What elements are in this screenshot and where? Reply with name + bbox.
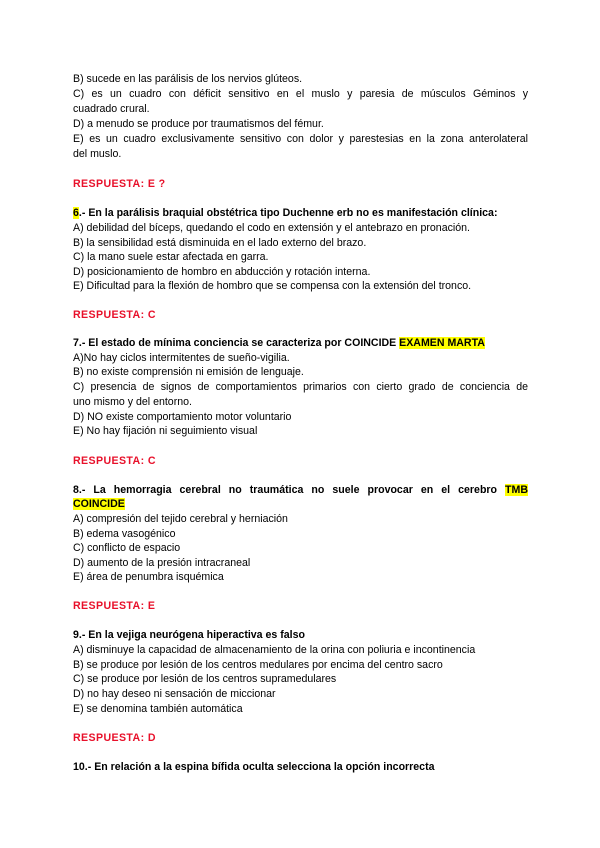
q8-title-text: 8.- La hemorragia cerebral no traumática no suele provocar en el cerebro <box>73 484 506 496</box>
q6-option-d: D) posicionamiento de hombro en abducción y rotación interna. <box>73 266 371 278</box>
q5-option-e: E) es un cuadro exclusivamente sensitivo con dolor y parestesias en la zona anterolateral <box>73 133 528 145</box>
q8-option-c: C) conflicto de espacio <box>73 542 181 554</box>
q7-title <box>73 336 528 350</box>
q5-option-d: D) a menudo se produce por traumatismos del fémur. <box>73 118 324 130</box>
q7-option-b: B) no existe comprensión ni emisión de lenguaje. <box>73 366 304 378</box>
q8-option-a: A) compresión del tejido cerebral y herniación <box>73 513 288 525</box>
q7-option-c-cont: uno mismo y del entorno. <box>73 396 192 408</box>
q8-highlight-coincide: COINCIDE <box>73 498 125 510</box>
q6-title-text: .- En la parálisis braquial obstétrica tipo Duchenne erb no es manifestación clínica: <box>78 207 498 219</box>
q5-option-b: B) sucede en las parálisis de los nervios glúteos. <box>73 73 303 85</box>
q7-title-text: 7.- El estado de mínima conciencia se caracteriza por COINCIDE <box>73 337 400 349</box>
q5-option-c: C) es un cuadro con déficit sensitivo en el muslo y paresia de músculos Géminos y <box>73 88 528 100</box>
q5-answer: RESPUESTA: E ? <box>73 178 166 190</box>
q9-option-d: D) no hay deseo ni sensación de miccionar <box>73 688 276 700</box>
q6-number-highlight: 6 <box>73 207 79 219</box>
q6-title <box>73 206 528 220</box>
q8-option-d: D) aumento de la presión intracraneal <box>73 557 251 569</box>
q8-option-b: B) edema vasogénico <box>73 528 176 540</box>
q9-option-a: A) disminuye la capacidad de almacenamiento de la orina con poliuria e incontinencia <box>73 644 476 656</box>
q8-title-cont <box>73 497 528 511</box>
q7-option-e: E) No hay fijación ni seguimiento visual <box>73 425 258 437</box>
q7-highlight: EXAMEN MARTA <box>399 337 485 349</box>
q8-title <box>73 483 528 497</box>
q7-answer: RESPUESTA: C <box>73 455 156 467</box>
q7-option-c: C) presencia de signos de comportamientos primarios con cierto grado de conciencia de <box>73 381 528 393</box>
q6-option-b: B) la sensibilidad está disminuida en el lado externo del brazo. <box>73 237 367 249</box>
q8-answer: RESPUESTA: E <box>73 600 156 612</box>
q8-highlight-tmb: TMB <box>505 484 528 496</box>
q9-option-b: B) se produce por lesión de los centros medulares por encima del centro sacro <box>73 659 443 671</box>
q6-option-c: C) la mano suele estar afectada en garra. <box>73 251 269 263</box>
q10-title: 10.- En relación a la espina bífida oculta selecciona la opción incorrecta <box>73 761 435 773</box>
q7-option-a: A)No hay ciclos intermitentes de sueño-vigilia. <box>73 352 290 364</box>
q9-answer: RESPUESTA: D <box>73 732 156 744</box>
q5-option-e-cont: del muslo. <box>73 148 122 160</box>
q9-option-c: C) se produce por lesión de los centros supramedulares <box>73 673 337 685</box>
q8-option-e: E) área de penumbra isquémica <box>73 571 224 583</box>
q5-option-c-cont: cuadrado crural. <box>73 103 150 115</box>
q9-title: 9.- En la vejiga neurógena hiperactiva es falso <box>73 629 305 641</box>
q9-option-e: E) se denomina también automática <box>73 703 243 715</box>
q6-option-e: E) Dificultad para la flexión de hombro que se compensa con la extensión del tronco. <box>73 280 472 292</box>
q6-option-a: A) debilidad del bíceps, quedando el codo en extensión y el antebrazo en pronación. <box>73 222 470 234</box>
q6-answer: RESPUESTA: C <box>73 309 156 321</box>
q7-option-d: D) NO existe comportamiento motor voluntario <box>73 411 292 423</box>
